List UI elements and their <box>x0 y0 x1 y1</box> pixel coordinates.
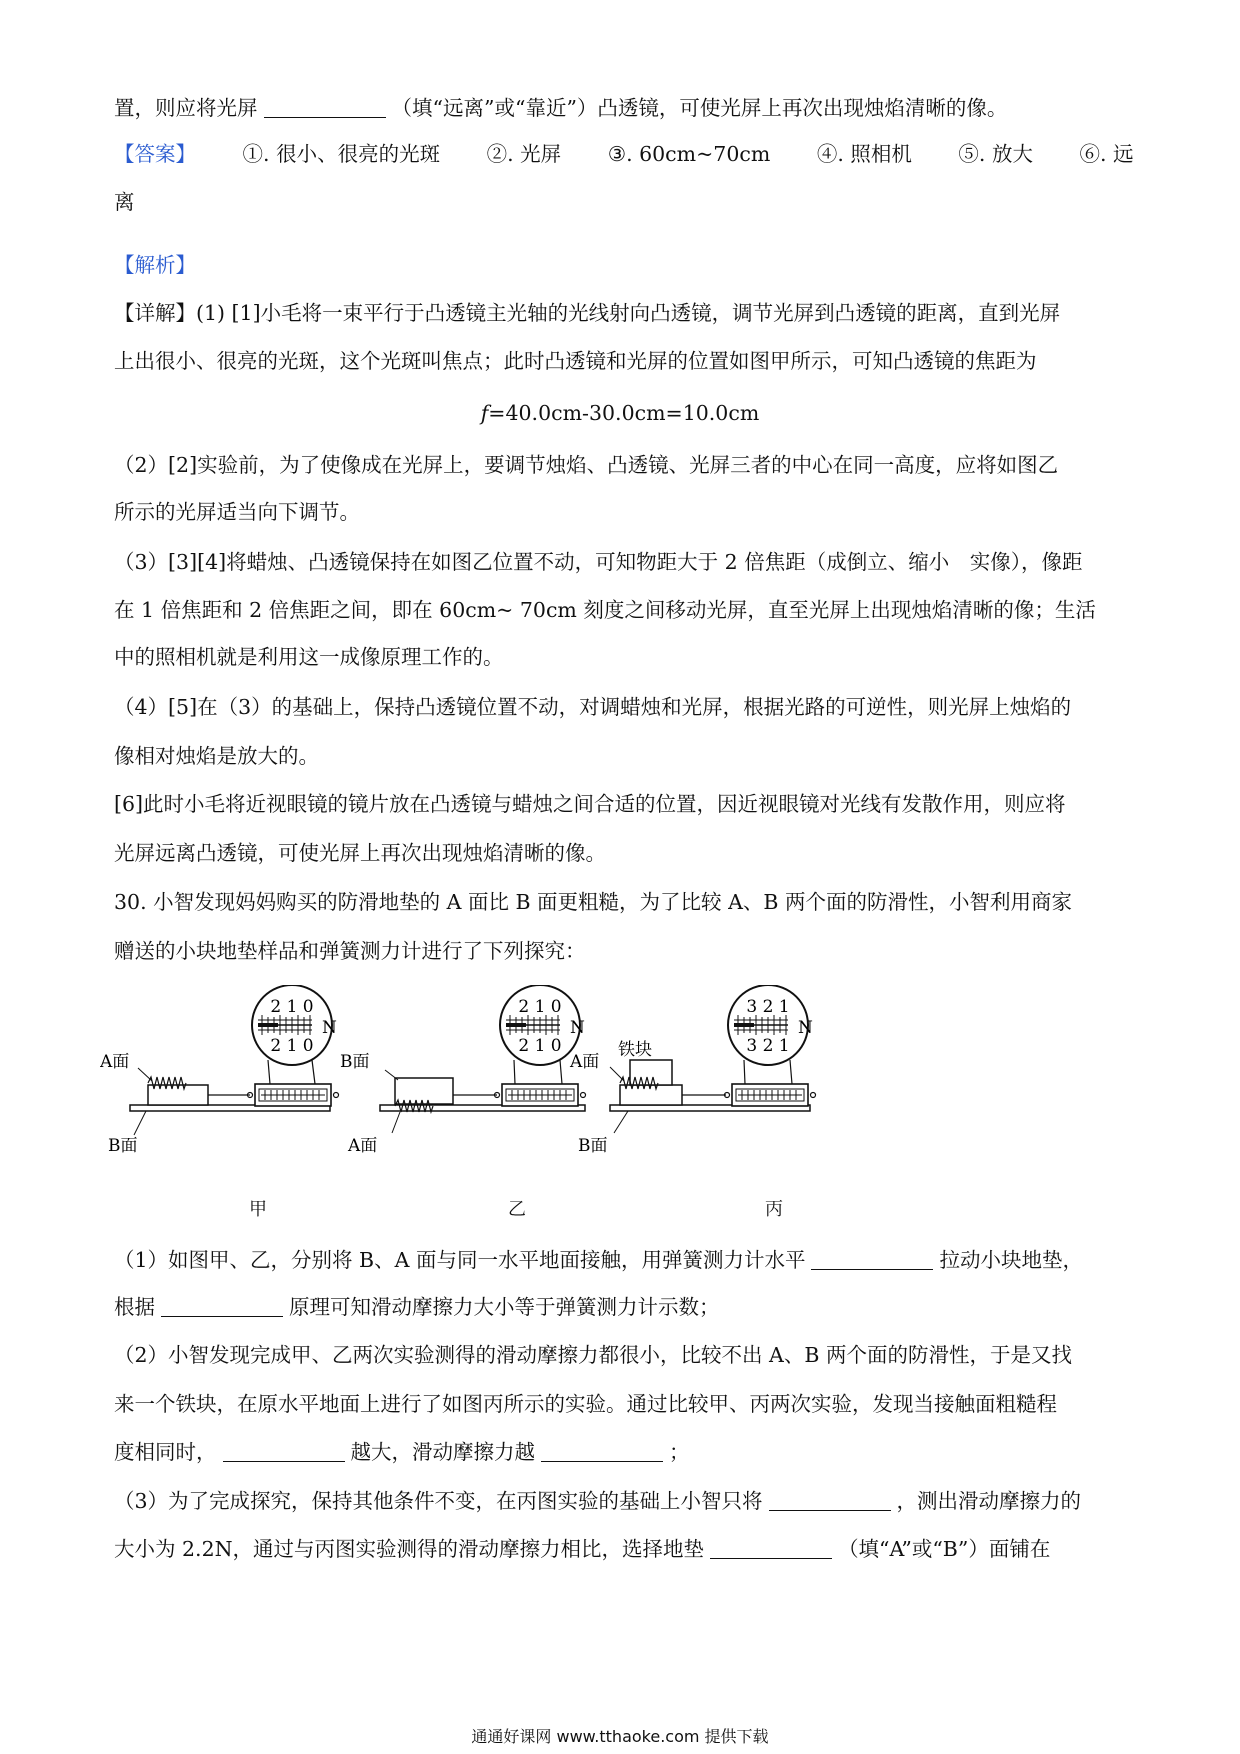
text-segment: 度相同时， <box>114 1440 217 1464</box>
label-top: A面 <box>570 1052 600 1072</box>
answer-item: ③. 60cm~70cm <box>607 142 771 166</box>
text-line: 来一个铁块，在原水平地面上进行了如图丙所示的实验。通过比较甲、丙两次实验，发现当接触面粗糙程 <box>114 1392 1057 1416</box>
label-bottom: B面 <box>578 1136 608 1156</box>
text-segment: 越大，滑动摩擦力越 <box>350 1440 535 1464</box>
unit-label: N <box>322 1018 337 1038</box>
formula <box>0 398 1240 428</box>
text-line: （3）[3][4]将蜡烛、凸透镜保持在如图乙位置不动，可知物距大于 2 倍焦距（成倒立、缩小 实像），像距 <box>114 550 1083 574</box>
text-line: 所示的光屏适当向下调节。 <box>114 500 360 524</box>
text-line: 光屏远离凸透镜，可使光屏上再次出现烛焰清晰的像。 <box>114 841 606 865</box>
label-bottom: A面 <box>348 1136 378 1156</box>
friction-experiment-figures <box>100 985 900 1185</box>
formula-expression: =40.0cm-30.0cm=10.0cm <box>488 401 760 425</box>
text-line: 像相对烛焰是放大的。 <box>114 744 319 768</box>
answer-blank[interactable] <box>811 1247 933 1270</box>
text-line: 赠送的小块地垫样品和弹簧测力计进行了下列探究： <box>114 939 586 963</box>
text-line <box>114 1486 1081 1516</box>
scale-bottom: 2 1 0 <box>518 1036 562 1056</box>
scale-bottom: 2 1 0 <box>270 1036 314 1056</box>
formula-symbol: f <box>480 401 489 425</box>
text-line: [6]此时小毛将近视眼镜的镜片放在凸透镜与蜡烛之间合适的位置，因近视眼镜对光线有发散作用，则应将 <box>114 792 1066 816</box>
label-top: A面 <box>100 1052 130 1072</box>
unit-label: N <box>570 1018 585 1038</box>
text-line: （2）[2]实验前，为了使像成在光屏上，要调节烛焰、凸透镜、光屏三者的中心在同一高度，应将如图乙 <box>114 453 1059 477</box>
text-line: 上出很小、很亮的光斑，这个光斑叫焦点；此时凸透镜和光屏的位置如图甲所示，可知凸透镜的焦距为 <box>114 349 1037 373</box>
text-line <box>114 1245 1083 1275</box>
answer-item: ①. 很小、很亮的光斑 <box>242 142 441 166</box>
question-30: 30. 小智发现妈妈购买的防滑地垫的 A 面比 B 面更粗糙，为了比较 A、B 两个面的防滑性，小智利用商家 <box>114 890 1072 914</box>
answer-item: ④. 照相机 <box>816 142 912 166</box>
caption-bing: 丙 <box>765 1199 783 1220</box>
scale-top: 2 1 0 <box>518 997 562 1017</box>
answer-tag: 【答案】 <box>114 142 196 166</box>
answer-wrap: 离 <box>114 190 135 214</box>
answer-blank[interactable] <box>223 1439 345 1462</box>
text-segment: 原理可知滑动摩擦力大小等于弹簧测力计示数； <box>289 1295 720 1319</box>
text-segment: 根据 <box>114 1295 155 1319</box>
answer-line <box>114 139 1134 169</box>
label-top: B面 <box>340 1052 370 1072</box>
figure-jia <box>100 985 339 1156</box>
text-line: （4）[5]在（3）的基础上，保持凸透镜位置不动，对调蜡烛和光屏，根据光路的可逆性，则光屏上烛焰的 <box>114 695 1072 719</box>
text-segment: ，测出滑动摩擦力的 <box>896 1489 1082 1513</box>
answer-item: ⑥. 远 <box>1079 142 1134 166</box>
text-segment: ； <box>669 1440 690 1464</box>
text-segment: 拉动小块地垫， <box>939 1248 1083 1272</box>
text-line: 【详解】(1) [1]小毛将一束平行于凸透镜主光轴的光线射向凸透镜，调节光屏到凸透镜的距离，直到光屏 <box>114 301 1061 325</box>
text-line: （2）小智发现完成甲、乙两次实验测得的滑动摩擦力都很小，比较不出 A、B 两个面的防滑性，于是又找 <box>114 1343 1072 1367</box>
answer-item: ⑤. 放大 <box>958 142 1033 166</box>
answer-blank[interactable] <box>769 1488 891 1511</box>
text-segment: （填“A”或“B”）面铺在 <box>838 1537 1051 1561</box>
figure-yi <box>340 985 586 1156</box>
text-segment: 大小为 2.2N，通过与丙图实验测得的滑动摩擦力相比，选择地垫 <box>114 1537 705 1561</box>
scale-top: 3 2 1 <box>746 997 790 1017</box>
text-segment: （1）如图甲、乙，分别将 B、A 面与同一水平地面接触，用弹簧测力计水平 <box>114 1248 806 1272</box>
answer-blank[interactable] <box>710 1536 832 1559</box>
unit-label: N <box>798 1018 813 1038</box>
scale-bottom: 3 2 1 <box>746 1036 790 1056</box>
answer-blank[interactable] <box>541 1439 663 1462</box>
answer-item: ②. 光屏 <box>486 142 562 166</box>
text-line <box>114 1437 690 1467</box>
text-segment: （3）为了完成探究，保持其他条件不变，在丙图实验的基础上小智只将 <box>114 1489 763 1513</box>
caption-jia: 甲 <box>249 1199 267 1220</box>
text-line <box>114 93 1007 123</box>
iron-block-label: 铁块 <box>618 1040 652 1060</box>
page-footer: 通通好课网 www.tthaoke.com 提供下载 <box>471 1727 769 1746</box>
text-line <box>114 1534 1050 1564</box>
text-segment: 置，则应将光屏 <box>114 96 258 120</box>
analysis-tag: 【解析】 <box>114 253 196 277</box>
text-line <box>114 1292 720 1322</box>
text-line: 中的照相机就是利用这一成像原理工作的。 <box>114 645 504 669</box>
figure-bing <box>569 985 816 1156</box>
answer-blank[interactable] <box>161 1294 283 1317</box>
scale-top: 2 1 0 <box>270 997 314 1017</box>
answer-blank[interactable] <box>264 95 386 118</box>
label-bottom: B面 <box>108 1136 138 1156</box>
text-segment: （填“远离”或“靠近”）凸透镜，可使光屏上再次出现烛焰清晰的像。 <box>391 96 1008 120</box>
text-line: 在 1 倍焦距和 2 倍焦距之间，即在 60cm~ 70cm 刻度之间移动光屏，直至光屏上出现烛焰清晰的像；生活 <box>114 598 1096 622</box>
caption-yi: 乙 <box>508 1199 526 1220</box>
